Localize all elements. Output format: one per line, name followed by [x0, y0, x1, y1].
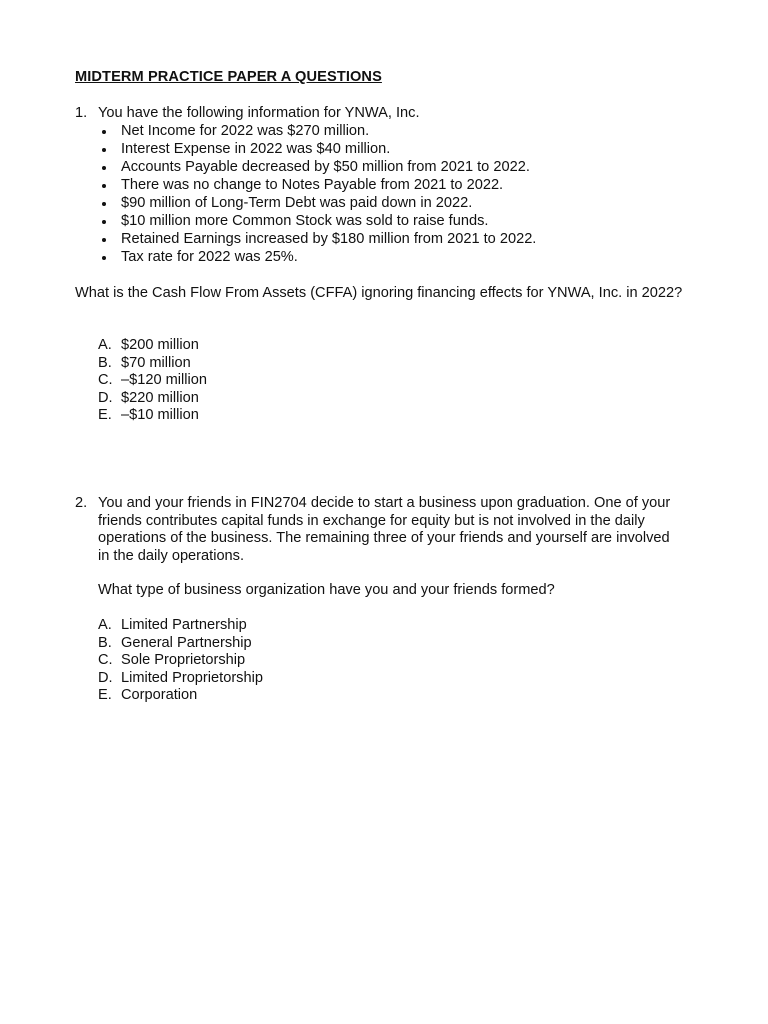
option-text: Corporation	[121, 687, 198, 704]
option-text: $220 million	[121, 389, 199, 406]
bullet-icon	[102, 220, 106, 224]
option-text: Limited Partnership	[121, 617, 247, 633]
answer-option-a	[98, 337, 207, 355]
list-item	[98, 123, 536, 141]
question-1-prompt: What is the Cash Flow From Assets (CFFA) ignoring financing effects for YNWA, Inc. in 2022?	[75, 285, 683, 301]
question-1-options	[98, 337, 207, 425]
fact-text: Interest Expense in 2022 was $40 million.	[121, 141, 391, 157]
option-letter: A.	[98, 337, 112, 353]
bullet-icon	[102, 256, 106, 260]
option-text: Sole Proprietorship	[121, 652, 246, 669]
fact-text: Net Income for 2022 was $270 million.	[121, 123, 370, 139]
option-text: –$10 million	[121, 407, 199, 424]
question-2-intro-text: You and your friends in FIN2704 decide to start a business upon graduation. One of your friends contributes capital funds in exchange for equity but is not involved in the daily operations of the business. The remaining three of your friends and yourself are involved in the daily operations.	[98, 495, 671, 564]
question-1-intro-text: You have the following information for YNWA, Inc.	[98, 105, 420, 121]
fact-text: $10 million more Common Stock was sold to raise funds.	[121, 213, 489, 229]
answer-option-d	[98, 670, 263, 688]
bullet-icon	[102, 184, 106, 188]
fact-text: Accounts Payable decreased by $50 million from 2021 to 2022.	[121, 159, 530, 175]
option-letter: C.	[98, 372, 113, 389]
bullet-icon	[102, 202, 106, 206]
option-letter: E.	[98, 407, 112, 424]
list-item	[98, 213, 536, 231]
bullet-icon	[102, 166, 106, 170]
bullet-icon	[102, 238, 106, 242]
option-text: $200 million	[121, 337, 199, 353]
question-2-intro	[75, 495, 695, 565]
answer-option-c	[98, 372, 207, 390]
answer-option-d	[98, 390, 207, 408]
option-letter: D.	[98, 389, 113, 406]
question-2-prompt: What type of business organization have you and your friends formed?	[98, 582, 555, 598]
option-letter: C.	[98, 652, 113, 669]
fact-text: There was no change to Notes Payable from 2021 to 2022.	[121, 177, 504, 193]
page-title: MIDTERM PRACTICE PAPER A QUESTIONS	[75, 69, 382, 85]
list-item	[98, 159, 536, 177]
answer-option-b	[98, 635, 263, 653]
fact-text: Retained Earnings increased by $180 million from 2021 to 2022.	[121, 231, 537, 247]
option-letter: B.	[98, 634, 112, 651]
bullet-icon	[102, 130, 106, 134]
list-item	[98, 231, 536, 249]
question-2-options	[98, 617, 263, 705]
list-item	[98, 249, 536, 267]
option-text: Limited Proprietorship	[121, 669, 263, 686]
option-text: General Partnership	[121, 634, 252, 651]
question-2-number: 2.	[75, 495, 88, 511]
answer-option-e	[98, 407, 207, 425]
option-letter: E.	[98, 687, 112, 704]
answer-option-e	[98, 687, 263, 705]
question-1-facts-list	[98, 123, 536, 267]
fact-text: $90 million of Long-Term Debt was paid down in 2022.	[121, 195, 473, 211]
list-item	[98, 177, 536, 195]
list-item	[98, 141, 536, 159]
answer-option-b	[98, 355, 207, 373]
answer-option-c	[98, 652, 263, 670]
option-letter: B.	[98, 354, 112, 371]
list-item	[98, 195, 536, 213]
option-letter: A.	[98, 617, 112, 633]
bullet-icon	[102, 148, 106, 152]
option-text: $70 million	[121, 354, 191, 371]
fact-text: Tax rate for 2022 was 25%.	[121, 249, 298, 265]
question-1-number: 1.	[75, 105, 88, 121]
question-1-intro	[75, 105, 695, 123]
option-letter: D.	[98, 669, 113, 686]
option-text: –$120 million	[121, 372, 207, 389]
answer-option-a	[98, 617, 263, 635]
